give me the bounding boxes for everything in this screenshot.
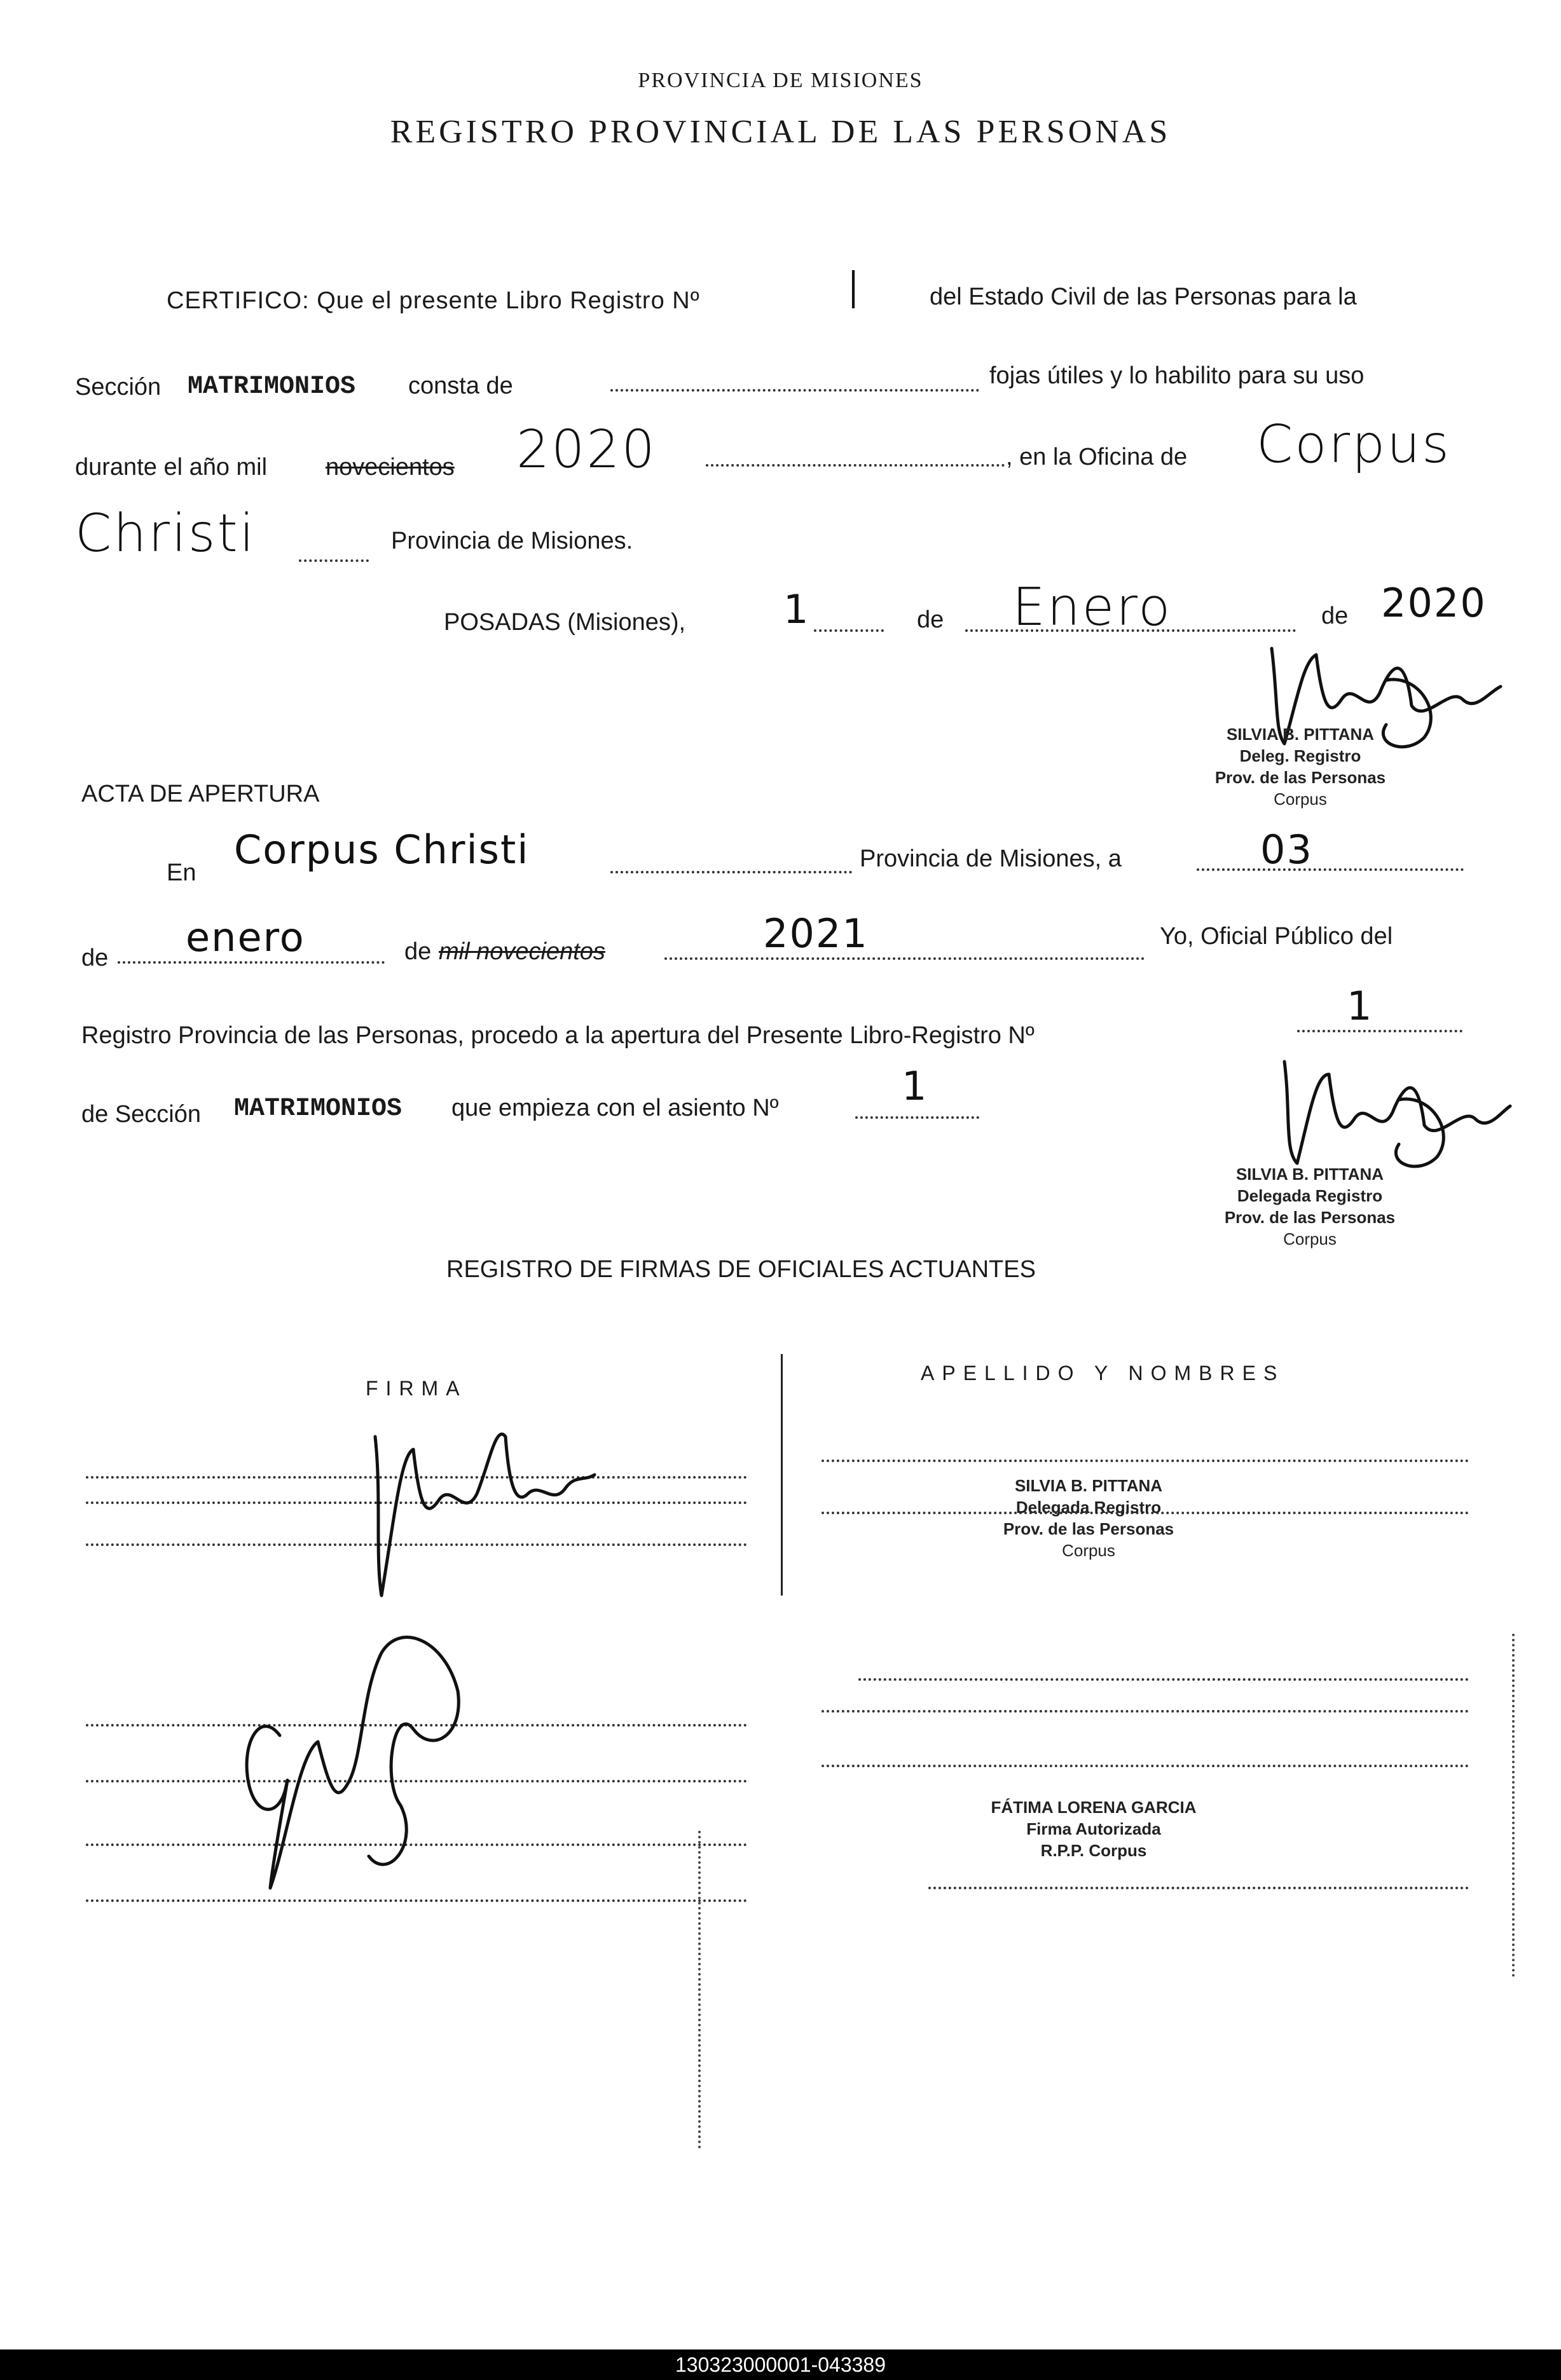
signature-4 (235, 1615, 477, 1907)
apertura-month: enero (186, 914, 305, 961)
stamp-1-line2: Deleg. Registro (1239, 746, 1361, 765)
apertura-seccion: MATRIMONIOS (234, 1095, 402, 1123)
fojas-text: fojas útiles y lo habilito para su uso (989, 362, 1365, 389)
seccion-label: Sección (75, 374, 162, 400)
registro-line: Registro Provincia de las Personas, procedo a la apertura del Presente Libro-Registro Nº (81, 1022, 1035, 1049)
apertura-year: 2021 (763, 910, 869, 957)
nombre-row-6 (928, 1887, 1469, 1889)
libro-blank (1297, 1030, 1462, 1032)
day-handwritten: 1 (783, 586, 810, 633)
month-blank-2 (118, 961, 385, 964)
document-code: 130323000001-043389 (675, 2353, 886, 2376)
asiento-blank (855, 1116, 979, 1119)
stamp-4-line2: Firma Autorizada (1026, 1819, 1161, 1838)
year-handwritten: 2020 (516, 420, 657, 480)
year2-handwritten: 2020 (1381, 580, 1487, 626)
province-heading: PROVINCIA DE MISIONES (638, 69, 923, 92)
stamp-3-name: SILVIA B. PITTANA (1014, 1476, 1163, 1495)
estado-civil-text: del Estado Civil de las Personas para la (930, 284, 1357, 310)
stamp-2-name: SILVIA B. PITTANA (1235, 1165, 1384, 1184)
consta-de-text: consta de (408, 373, 513, 399)
stamp-3 (961, 1475, 1216, 1561)
stamp-3-line4: Corpus (1062, 1541, 1115, 1560)
stamp-2-line2: Delegada Registro (1237, 1186, 1383, 1205)
fojas-blank (610, 389, 979, 392)
apertura-libro-no: 1 (1347, 983, 1373, 1029)
apertura-asiento: 1 (902, 1063, 928, 1109)
nombre-row-3 (858, 1678, 1469, 1681)
nombre-row-4 (822, 1710, 1469, 1713)
libro-number: I (846, 261, 863, 321)
column-divider-dotted (698, 1831, 701, 2149)
oficina-handwritten-2: Christi (75, 503, 256, 564)
lugar-handwritten: Corpus Christi (234, 826, 530, 873)
certifico-text: CERTIFICO: Que el presente Libro Registro Nº (167, 287, 700, 314)
empieza-text: que empieza con el asiento Nº (451, 1095, 779, 1121)
provincia-a-text: Provincia de Misiones, a (860, 845, 1122, 872)
stamp-1-name: SILVIA B. PITTANA (1226, 725, 1375, 744)
novecientos-struck: novecientos (326, 454, 455, 481)
signature-3 (356, 1418, 598, 1608)
stamp-1-line3: Prov. de las Personas (1214, 768, 1386, 787)
de2-text: de (1321, 603, 1349, 629)
de-seccion-text: de Sección (81, 1101, 202, 1128)
posadas-text: POSADAS (Misiones), (444, 609, 686, 636)
oficial-text: Yo, Oficial Público del (1160, 923, 1393, 950)
column-divider (781, 1354, 783, 1596)
right-margin-dots (1512, 1634, 1515, 1977)
stamp-4 (966, 1796, 1221, 1861)
mil-struck: mil novecientos (439, 938, 605, 965)
de-text-2: de (81, 945, 109, 971)
firma-column-header: FIRMA (366, 1377, 467, 1400)
year-blank-2 (664, 957, 1145, 960)
year-blank (706, 464, 1005, 467)
stamp-4-line3: R.P.P. Corpus (1040, 1841, 1147, 1860)
stamp-2 (1202, 1163, 1418, 1250)
de-mil-text: de (404, 938, 432, 965)
apertura-day: 03 (1260, 826, 1313, 873)
stamp-1 (1189, 723, 1412, 810)
signature-2 (1265, 1049, 1513, 1176)
day-blank-2 (1197, 868, 1464, 871)
durante-text: durante el año mil (75, 454, 268, 481)
seccion-value: MATRIMONIOS (188, 373, 356, 401)
provincia-text: Provincia de Misiones. (391, 528, 633, 554)
nombre-row-5 (822, 1765, 1469, 1767)
month-handwritten: Enero (1012, 577, 1172, 638)
oficina-handwritten-1: Corpus (1256, 414, 1451, 475)
lugar-blank (610, 871, 852, 873)
stamp-3-line3: Prov. de las Personas (1003, 1519, 1174, 1538)
stamp-4-name: FÁTIMA LORENA GARCIA (991, 1798, 1197, 1817)
registry-heading: REGISTRO PROVINCIAL DE LAS PERSONAS (390, 114, 1171, 150)
stamp-1-line4: Corpus (1274, 790, 1327, 809)
nombre-row-1 (822, 1460, 1469, 1462)
stamp-3-line2: Delegada Registro (1015, 1498, 1162, 1517)
de-text: de (917, 606, 944, 633)
firmas-title: REGISTRO DE FIRMAS DE OFICIALES ACTUANTES (446, 1256, 1036, 1283)
day-blank (814, 629, 884, 632)
en-text: En (167, 859, 196, 886)
footer-bar (0, 2349, 1561, 2380)
oficina-blank (299, 559, 369, 562)
acta-title: ACTA DE APERTURA (81, 781, 320, 807)
oficina-text: , en la Oficina de (1006, 444, 1188, 470)
stamp-2-line4: Corpus (1283, 1229, 1337, 1248)
stamp-2-line3: Prov. de las Personas (1224, 1208, 1396, 1227)
nombres-column-header: APELLIDO Y NOMBRES (921, 1362, 1285, 1385)
